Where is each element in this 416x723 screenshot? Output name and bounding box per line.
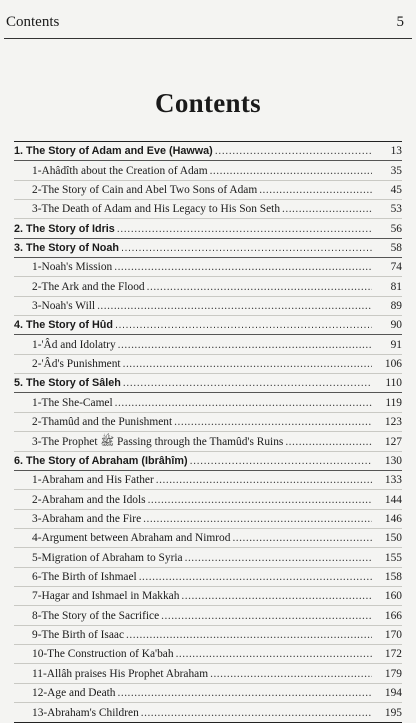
toc-entry-title: 9-The Birth of Isaac (32, 628, 125, 641)
toc-page-number: 89 (390, 300, 402, 313)
toc-section-entry[interactable] (14, 277, 402, 296)
toc-page-number: 146 (384, 512, 402, 525)
toc-page-number: 166 (384, 609, 402, 622)
toc-chapter-entry[interactable] (14, 142, 402, 161)
toc-page-number: 160 (384, 590, 402, 603)
toc-entry-title: 6-The Birth of Ishmael (32, 570, 137, 583)
toc-entry-title: 1-'Âd and Idolatry (32, 338, 116, 351)
toc-page-number: 13 (390, 145, 402, 158)
toc-leader-dots (97, 300, 372, 313)
toc-entry-title: 1-Abraham and His Father (32, 474, 154, 487)
toc-entry-title: 3-Abraham and the Fire (32, 512, 142, 525)
toc-entry-title: 2-'Âd's Punishment (32, 358, 121, 371)
toc-entry-title: 3-Noah's Will (32, 300, 96, 313)
toc-page-number: 56 (390, 222, 402, 235)
toc-leader-dots (147, 281, 372, 294)
toc-entry-title: 1-The She-Camel (32, 396, 113, 409)
toc-section-entry[interactable] (14, 587, 402, 606)
toc-entry-title: 2-The Story of Cain and Abel Two Sons of Adam (32, 184, 258, 197)
toc-section-entry[interactable] (14, 606, 402, 625)
toc-page-number: 130 (384, 454, 402, 467)
toc-leader-dots (114, 261, 372, 274)
toc-entry-title: 2-The Ark and the Flood (32, 280, 145, 293)
toc-section-entry[interactable] (14, 703, 402, 722)
toc-section-entry[interactable] (14, 200, 402, 219)
toc-leader-dots (118, 687, 373, 700)
running-head-section: Contents (6, 14, 60, 30)
toc-entry-title: 5-Migration of Abraham to Syria (32, 551, 183, 564)
toc-chapter-entry[interactable] (14, 374, 402, 393)
running-head-page-number: 5 (396, 14, 404, 30)
toc-entry-title: 1-Noah's Mission (32, 261, 113, 274)
toc-page-number: 45 (390, 184, 402, 197)
toc-entry-title: 3-The Prophet ﷺ Passing through the Thamûd's Ruins (32, 435, 284, 448)
toc-entry-title: 2. The Story of Idris (14, 222, 115, 235)
toc-leader-dots (141, 707, 372, 720)
toc-page-number: 127 (384, 435, 402, 448)
toc-page-number: 195 (384, 707, 402, 720)
toc-page-number: 35 (390, 164, 402, 177)
toc-page-number: 110 (385, 377, 402, 390)
toc-section-entry[interactable] (14, 645, 402, 664)
toc-leader-dots (143, 513, 372, 526)
header-rule (4, 38, 412, 39)
toc-chapter-entry[interactable] (14, 219, 402, 238)
toc-section-entry[interactable] (14, 432, 402, 451)
toc-leader-dots (118, 339, 372, 352)
toc-entry-title: 11-Allâh praises His Prophet Abraham (32, 667, 209, 680)
toc-section-entry[interactable] (14, 161, 402, 180)
toc-page-number: 119 (385, 396, 402, 409)
toc-leader-dots (174, 416, 372, 429)
toc-leader-dots (176, 648, 372, 661)
toc-leader-dots (139, 571, 372, 584)
toc-page-number: 123 (384, 416, 402, 429)
toc-leader-dots (148, 494, 372, 507)
toc-entry-title: 4-Argument between Abraham and Nimrod (32, 532, 231, 545)
toc-leader-dots (285, 436, 372, 449)
toc-section-entry[interactable] (14, 510, 402, 529)
toc-entry-title: 3-The Death of Adam and His Legacy to His Son Seth (32, 203, 281, 216)
toc-entry-title: 6. The Story of Abraham (Ibrâhîm) (14, 454, 188, 467)
toc-leader-dots (115, 397, 372, 410)
toc-leader-dots (210, 165, 372, 178)
toc-leader-dots (121, 242, 372, 255)
toc-leader-dots (161, 610, 372, 623)
toc-page-number: 144 (384, 493, 402, 506)
running-head (6, 14, 404, 36)
toc-page-number: 90 (390, 319, 402, 332)
toc-leader-dots (185, 552, 372, 565)
toc-leader-dots (215, 145, 372, 158)
toc-section-entry[interactable] (14, 568, 402, 587)
toc-entry-title: 2-Thamûd and the Punishment (32, 416, 173, 429)
toc-page-number: 172 (384, 648, 402, 661)
toc-section-entry[interactable] (14, 393, 402, 412)
toc-page-number: 58 (390, 242, 402, 255)
toc-page-number: 106 (384, 358, 402, 371)
toc-page-number: 74 (390, 261, 402, 274)
toc-entry-title: 13-Abraham's Children (32, 707, 139, 720)
toc-entry-title: 1. The Story of Adam and Eve (Hawwa) (14, 145, 213, 158)
toc-section-entry[interactable] (14, 548, 402, 567)
toc-section-entry[interactable] (14, 413, 402, 432)
toc-leader-dots (126, 629, 372, 642)
toc-entry-title: 12-Age and Death (32, 686, 116, 699)
toc-entry-title: 2-Abraham and the Idols (32, 493, 146, 506)
toc-section-entry[interactable] (14, 664, 402, 683)
toc-page-number: 194 (384, 686, 402, 699)
toc-entry-title: 1-Ahâdîth about the Creation of Adam (32, 164, 208, 177)
toc-entry-title: 8-The Story of the Sacrifice (32, 609, 160, 622)
toc-leader-dots (123, 377, 372, 390)
toc-section-entry[interactable] (14, 355, 402, 374)
toc-leader-dots (123, 358, 372, 371)
toc-section-entry[interactable] (14, 181, 402, 200)
toc-page-number: 158 (384, 570, 402, 583)
toc-leader-dots (282, 203, 372, 216)
toc-leader-dots (115, 319, 372, 332)
toc-chapter-entry[interactable] (14, 316, 402, 335)
toc-section-entry[interactable] (14, 684, 402, 703)
toc-section-entry[interactable] (14, 335, 402, 354)
toc-page-number: 81 (390, 280, 402, 293)
toc-section-entry[interactable] (14, 297, 402, 316)
toc-leader-dots (210, 668, 372, 681)
toc-entry-title: 4. The Story of Hûd (14, 319, 113, 332)
toc-leader-dots (190, 455, 372, 468)
toc-section-entry[interactable] (14, 490, 402, 509)
toc-section-entry[interactable] (14, 258, 402, 277)
toc-chapter-entry[interactable] (14, 452, 402, 471)
toc-section-entry[interactable] (14, 471, 402, 490)
toc-entry-title: 10-The Construction of Ka'bah (32, 648, 174, 661)
toc-page-number: 91 (390, 338, 402, 351)
toc-entry-title: 7-Hagar and Ishmael in Makkah (32, 590, 180, 603)
toc-section-entry[interactable] (14, 529, 402, 548)
toc-section-entry[interactable] (14, 626, 402, 645)
toc-leader-dots (117, 223, 372, 236)
toc-page-number: 170 (384, 628, 402, 641)
toc-page-number: 179 (384, 667, 402, 680)
toc-leader-dots (181, 590, 372, 603)
toc-page-number: 133 (384, 474, 402, 487)
toc-leader-dots (232, 532, 372, 545)
table-of-contents (14, 141, 402, 723)
toc-page-number: 155 (384, 551, 402, 564)
page-title: Contents (155, 88, 261, 118)
toc-entry-title: 5. The Story of Sâleh (14, 377, 121, 390)
toc-leader-dots (156, 474, 372, 487)
toc-chapter-entry[interactable] (14, 239, 402, 258)
toc-page-number: 53 (390, 203, 402, 216)
toc-entry-title: 3. The Story of Noah (14, 242, 119, 255)
toc-leader-dots (259, 184, 372, 197)
toc-page-number: 150 (384, 532, 402, 545)
